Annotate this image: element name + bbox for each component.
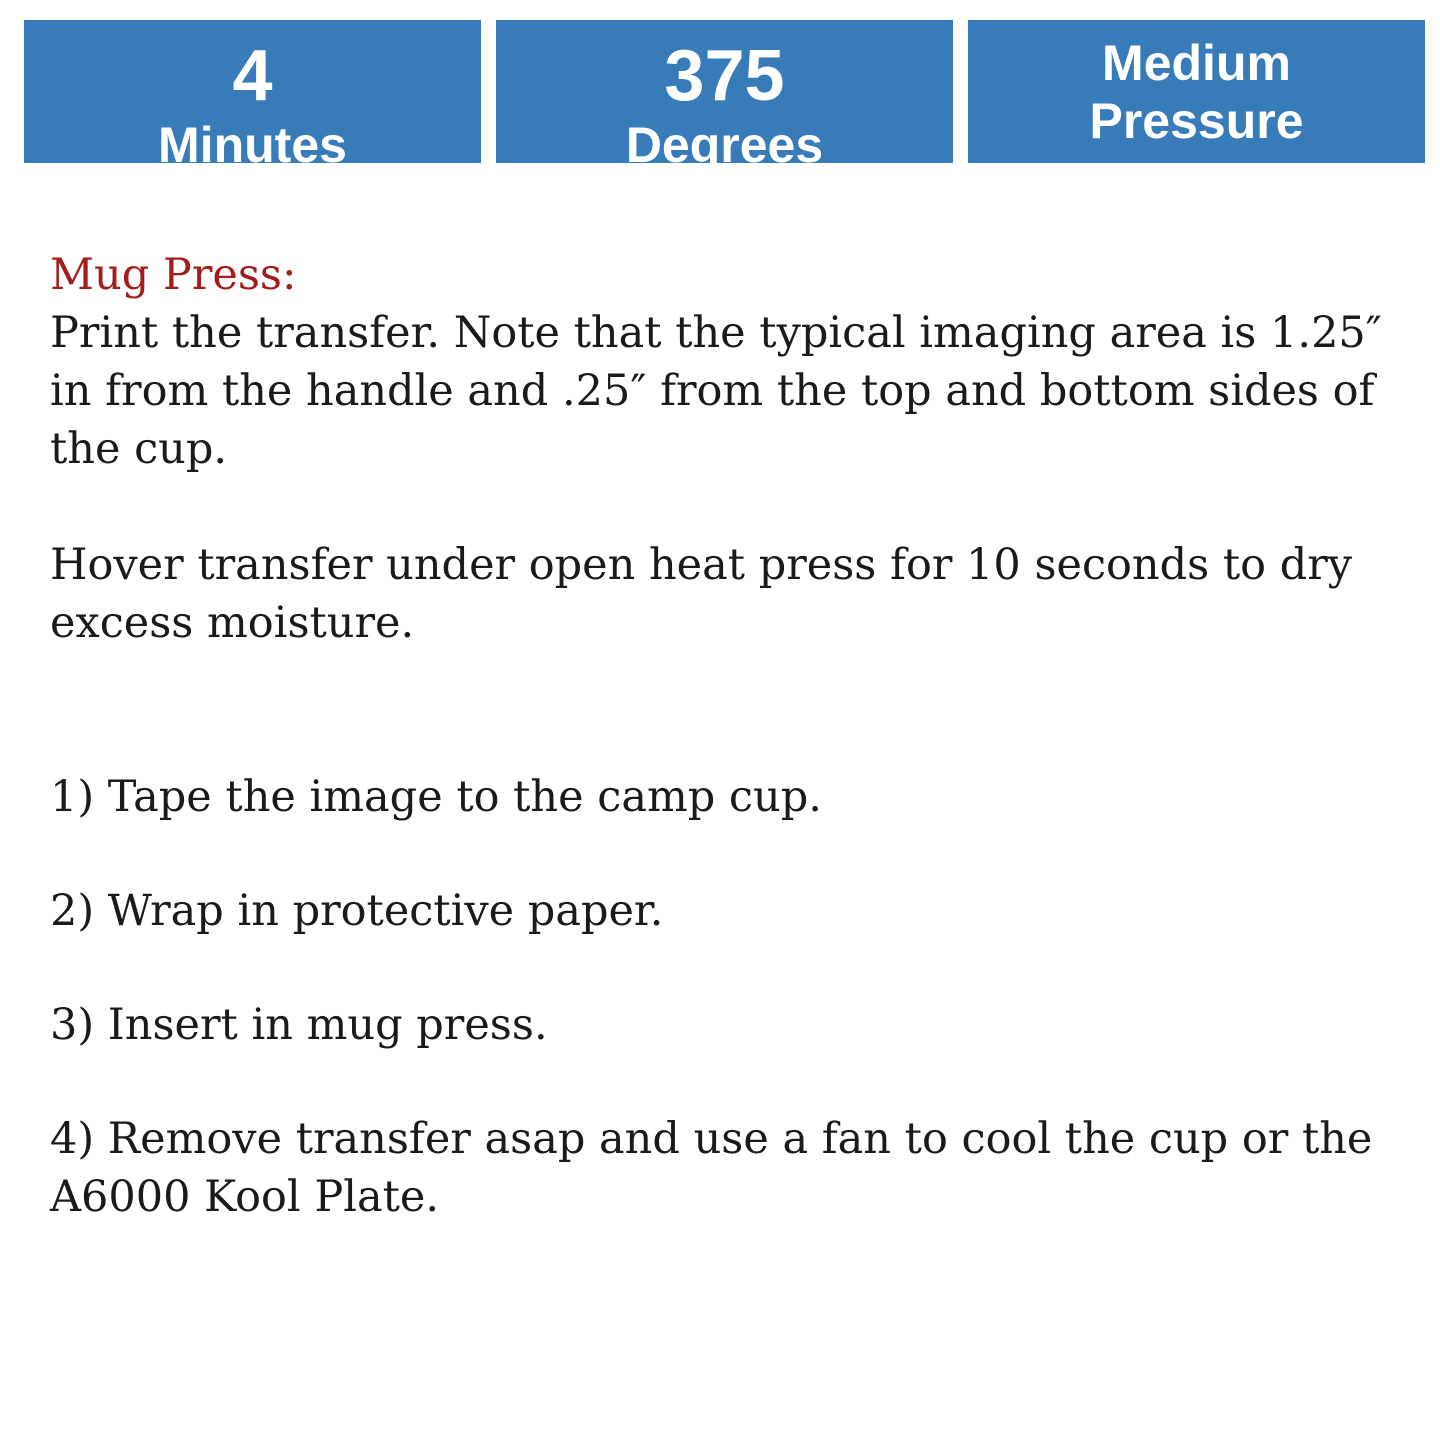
temperature-value: 375 (664, 36, 785, 116)
time-value: 4 (232, 36, 273, 116)
pressure-text (968, 34, 1425, 150)
hover-paragraph: Hover transfer under open heat press for 10 seconds to dry excess moisture. (50, 540, 1353, 648)
time-stat-box (24, 20, 481, 173)
pressure-level: Medium (1102, 35, 1291, 91)
pressure-label: Pressure (1089, 93, 1304, 149)
step-1: 1) Tape the image to the camp cup. (50, 772, 822, 822)
temperature-stat-box (496, 20, 953, 173)
step-4: 4) Remove transfer asap and use a fan to cool the cup or the A6000 Kool Plate. (50, 1114, 1373, 1222)
step-2: 2) Wrap in protective paper. (50, 886, 664, 936)
step-3: 3) Insert in mug press. (50, 1000, 548, 1050)
instructions (50, 246, 1410, 1226)
pressure-stat-box (968, 20, 1425, 163)
temperature-label: Degrees (625, 117, 824, 173)
section-title: Mug Press: (50, 250, 297, 300)
intro-paragraph: Print the transfer. Note that the typical imaging area is 1.25″ in from the handle and .25″ from the top and bottom sides of the cup. (50, 308, 1382, 474)
time-label: Minutes (158, 117, 347, 173)
